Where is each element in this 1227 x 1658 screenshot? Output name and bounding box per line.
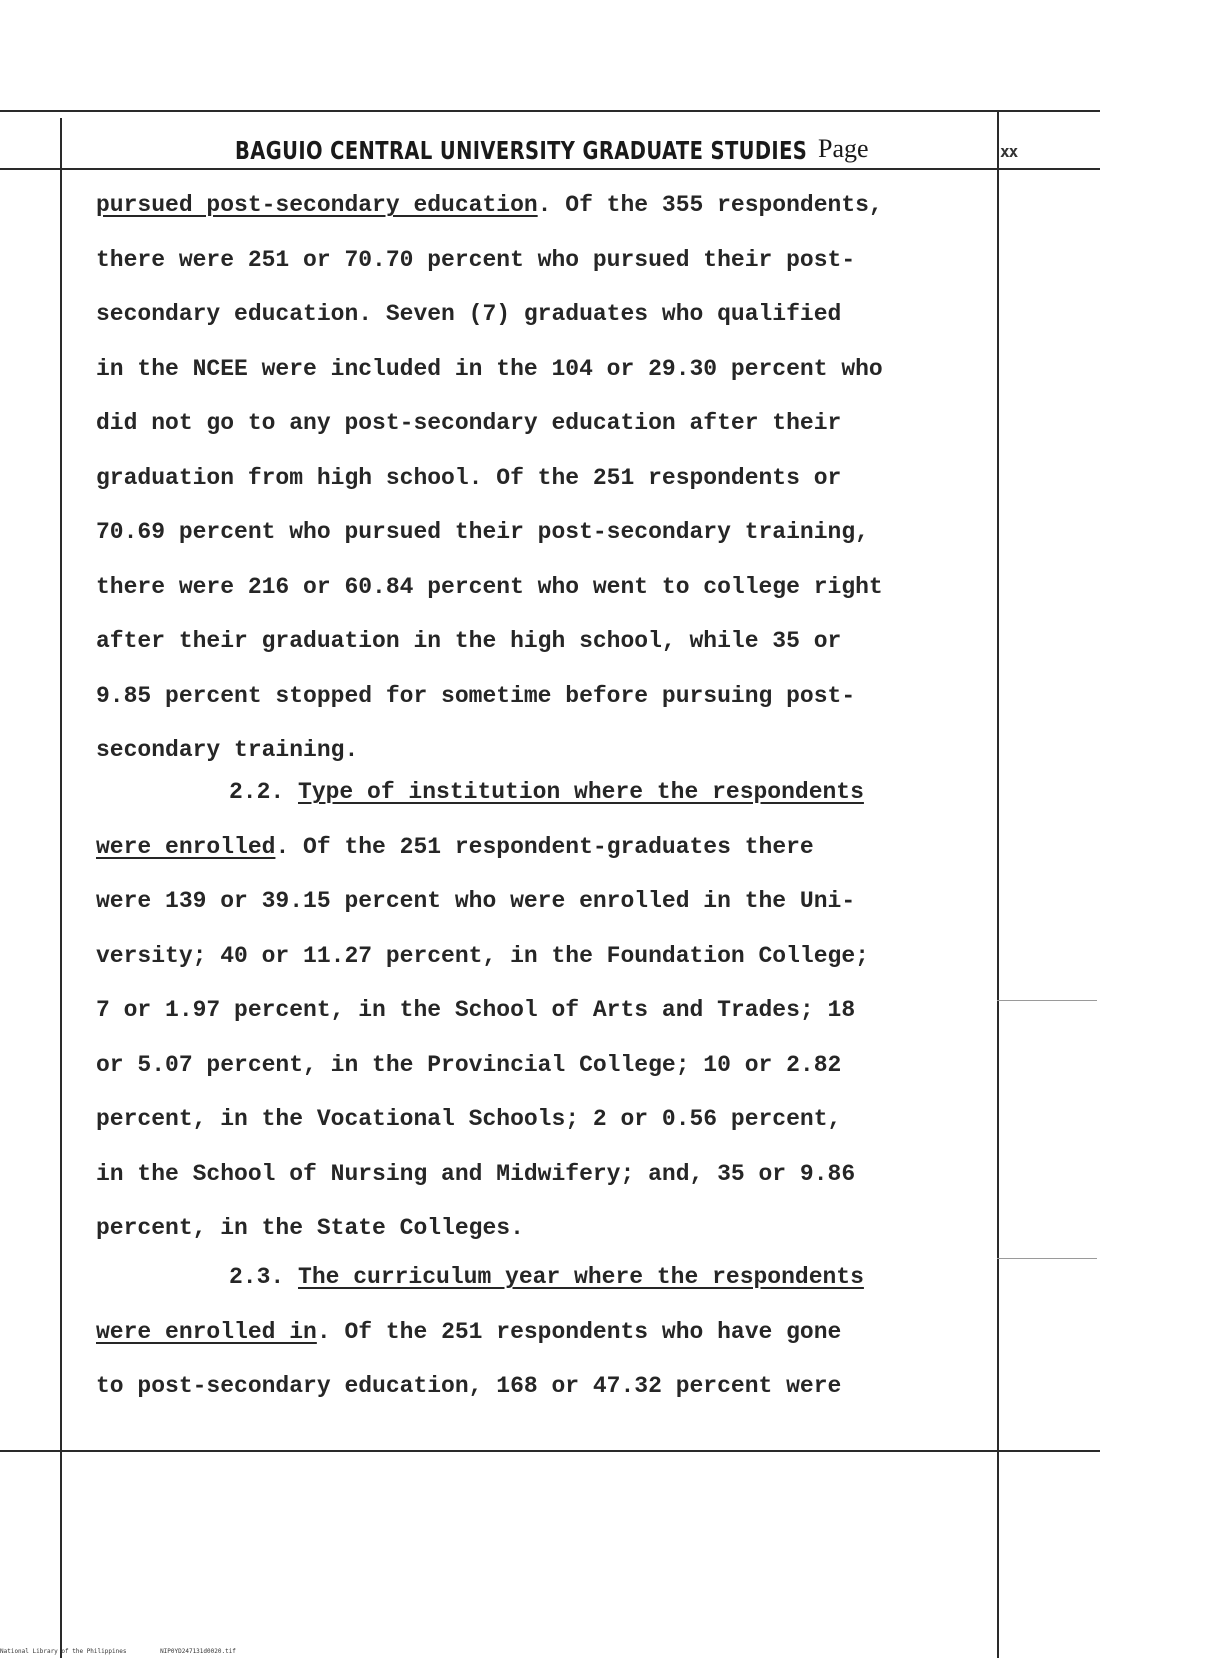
underlined-heading: The curriculum year where the respondents [298, 1264, 864, 1290]
text-line [96, 233, 1036, 288]
underlined-heading: pursued post-secondary education [96, 192, 538, 218]
text-line [96, 178, 1036, 233]
text-line [96, 1305, 1036, 1360]
text-segment: in the NCEE were included in the 104 or 29.30 percent who [96, 355, 883, 382]
text-segment: . Of the 251 respondent-graduates there [275, 833, 814, 860]
text-segment: percent, in the State Colleges. [96, 1215, 524, 1241]
text-line [96, 765, 1036, 820]
text-segment: in the School of Nursing and Midwifery; and, 35 or 9.86 [96, 1160, 856, 1187]
text-segment: there were 216 or 60.84 percent who went to college right [96, 573, 883, 600]
text-segment: or 5.07 percent, in the Provincial College; 10 or 2.82 [96, 1051, 842, 1078]
text-line [96, 451, 1036, 506]
text-line [96, 929, 1036, 984]
text-line [96, 1359, 1036, 1414]
text-line [96, 1250, 1036, 1305]
text-segment: 9.85 percent stopped for sometime before pursuing post- [96, 682, 856, 709]
top-rule [0, 110, 1100, 112]
text-line [96, 614, 1036, 669]
paragraph-post-secondary [96, 178, 1036, 778]
text-segment: were 139 or 39.15 percent who were enrolled in the Uni- [96, 888, 856, 914]
university-title: BAGUIO CENTRAL UNIVERSITY GRADUATE STUDIES [235, 136, 808, 165]
text-line [96, 874, 1036, 929]
page-number: xx [1000, 142, 1018, 161]
text-line [96, 1201, 1036, 1256]
text-segment: 7 or 1.97 percent, in the School of Arts and Trades; 18 [96, 997, 856, 1023]
text-segment: graduation from high school. Of the 251 respondents or [96, 464, 842, 491]
text-line [96, 1038, 1036, 1093]
scan-footer [0, 1648, 236, 1655]
text-line [96, 983, 1036, 1038]
bottom-rule [0, 1450, 1100, 1452]
text-segment: 70.69 percent who pursued their post-secondary training, [96, 519, 869, 545]
text-line [96, 342, 1036, 397]
underlined-heading: were enrolled in [96, 1318, 317, 1345]
text-segment: . Of the 251 respondents who have gone [316, 1318, 842, 1345]
text-line [96, 287, 1036, 342]
text-segment: versity; 40 or 11.27 percent, in the Foundation College; [96, 942, 869, 969]
text-segment: to post-secondary education, 168 or 47.32 percent were [96, 1373, 842, 1399]
text-segment: secondary training. [96, 737, 359, 763]
file-identifier: NIP0YD247131d0020.tif [160, 1648, 236, 1655]
underlined-heading: Type of institution where the respondents [298, 779, 864, 805]
text-segment: 2.3. [229, 1264, 299, 1290]
text-segment: there were 251 or 70.70 percent who pursued their post- [96, 246, 856, 273]
text-segment: 2.2. [229, 779, 299, 805]
paragraph-type-of-institution [96, 765, 1036, 1256]
text-segment: after their graduation in the high school, while 35 or [96, 628, 842, 654]
text-line [96, 820, 1036, 875]
left-margin-rule [60, 118, 62, 1658]
text-line [96, 1092, 1036, 1147]
text-segment: percent, in the Vocational Schools; 2 or 0.56 percent, [96, 1106, 842, 1132]
text-line [96, 669, 1036, 724]
text-line [96, 396, 1036, 451]
text-line [96, 560, 1036, 615]
text-line [96, 505, 1036, 560]
text-line [96, 1147, 1036, 1202]
page-label: Page [818, 134, 869, 163]
library-credit: National Library of the Philippines [0, 1648, 127, 1655]
text-segment: . Of the 355 respondents, [537, 192, 883, 218]
text-segment: did not go to any post-secondary education after their [96, 410, 842, 436]
paragraph-curriculum-year [96, 1250, 1036, 1414]
text-segment: secondary education. Seven (7) graduates who qualified [96, 301, 842, 327]
page-header [235, 130, 1035, 180]
underlined-heading: were enrolled [96, 833, 276, 860]
